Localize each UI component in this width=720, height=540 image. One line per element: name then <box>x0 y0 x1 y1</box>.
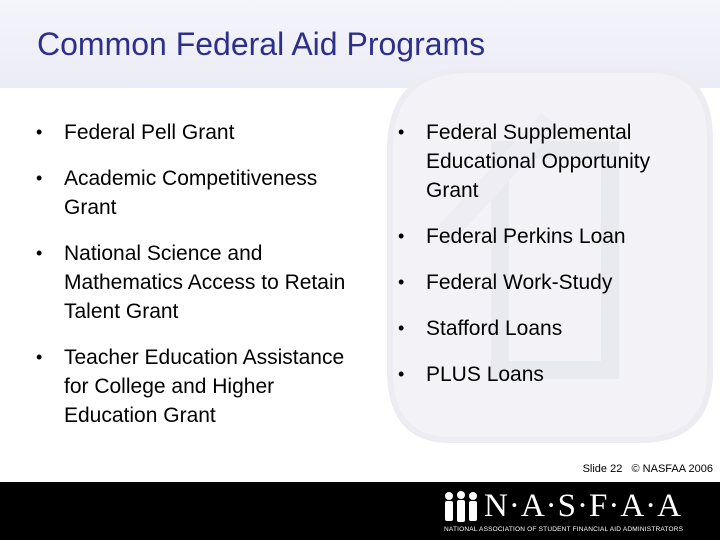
list-item <box>36 118 366 147</box>
list-item-text: Federal Work-Study <box>426 271 613 294</box>
logo-subtitle: NATIONAL ASSOCIATION OF STUDENT FINANCIAL AID ADMINISTRATORS <box>444 526 684 533</box>
bullet-marker: • <box>36 243 43 263</box>
copyright: © NASFAA 2006 <box>631 463 713 475</box>
list-item-text: National Science and Mathematics Access to Retain Talent Grant <box>64 242 346 323</box>
list-item <box>398 222 708 251</box>
people-icon <box>442 490 480 524</box>
bullet-marker: • <box>36 122 43 142</box>
bullet-marker: • <box>398 122 405 142</box>
left-bullet-list <box>36 118 366 447</box>
list-item <box>36 239 366 326</box>
bullet-marker: • <box>36 347 43 367</box>
bullet-marker: • <box>398 226 405 246</box>
list-item-text: Academic Competitiveness Grant <box>64 167 318 219</box>
list-item-text: Federal Supplemental Educational Opportunity Grant <box>426 121 651 202</box>
slide-number: Slide 22 <box>582 463 623 475</box>
list-item <box>398 360 708 389</box>
list-item <box>398 314 708 343</box>
bullet-marker: • <box>36 168 43 188</box>
list-item <box>398 268 708 297</box>
list-item <box>398 118 708 205</box>
list-item-text: Teacher Education Assistance for College and Higher Education Grant <box>64 346 345 427</box>
slide-title: Common Federal Aid Programs <box>37 26 486 62</box>
slide-footer-text <box>583 463 713 475</box>
bullet-marker: • <box>398 272 405 292</box>
list-item-text: PLUS Loans <box>426 363 544 386</box>
bullet-marker: • <box>398 318 405 338</box>
list-item-text: Stafford Loans <box>426 317 563 340</box>
bullet-marker: • <box>398 364 405 384</box>
right-bullet-list <box>398 118 708 406</box>
nasfaa-logo <box>442 488 712 536</box>
list-item-text: Federal Perkins Loan <box>426 225 626 248</box>
logo-wordmark: N·A·S·F·A·A <box>484 488 682 524</box>
list-item <box>36 164 366 222</box>
list-item-text: Federal Pell Grant <box>64 121 235 144</box>
list-item <box>36 343 366 430</box>
